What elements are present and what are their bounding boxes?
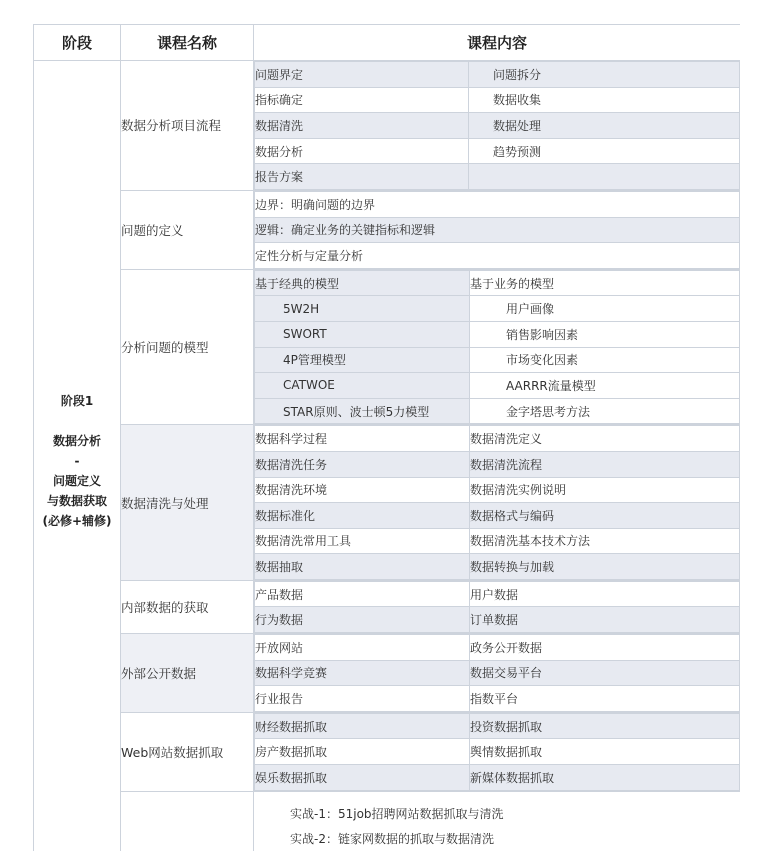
list-item: 问题界定 问题拆分 — [255, 62, 740, 88]
course-content — [254, 61, 741, 191]
practice-empty-cell — [121, 791, 254, 851]
course-name: 内部数据的获取 — [121, 580, 254, 633]
course-content — [254, 580, 741, 633]
course-content — [254, 269, 741, 425]
list-item: 产品数据 用户数据 — [255, 581, 740, 607]
list-item: 行业报告 指数平台 — [255, 686, 740, 712]
list-item: 指标确定 数据收集 — [255, 87, 740, 113]
course-content — [254, 190, 741, 269]
list-item: 财经数据抓取 投资数据抓取 — [255, 713, 740, 739]
section-row — [34, 634, 741, 713]
course-name: 数据分析项目流程 — [121, 61, 254, 191]
course-content — [254, 425, 741, 581]
practice-item: 实战-1：51job招聘网站数据抓取与清洗 — [290, 806, 504, 821]
header-stage: 阶段 — [34, 25, 121, 61]
course-name: Web网站数据抓取 — [121, 712, 254, 791]
list-item: CATWOE AARRR流量模型 — [255, 373, 740, 399]
stage-line: (必修+辅修) — [42, 514, 112, 529]
list-item: 数据清洗环境 数据清洗实例说明 — [255, 477, 740, 503]
section-row — [34, 712, 741, 791]
course-name: 分析问题的模型 — [121, 269, 254, 425]
practice-item: 实战-2：链家网数据的抓取与数据清洗 — [290, 831, 494, 846]
section-row — [34, 425, 741, 581]
curriculum-table-wrapper — [33, 24, 740, 851]
stage-line: 与数据获取 — [46, 494, 107, 509]
course-name: 数据清洗与处理 — [121, 425, 254, 581]
list-item: 边界：明确问题的边界 — [255, 191, 740, 217]
list-item: 数据清洗 数据处理 — [255, 113, 740, 139]
list-item: 数据清洗任务 数据清洗流程 — [255, 451, 740, 477]
stage-cell — [34, 61, 121, 851]
list-item: 报告方案 — [255, 164, 740, 190]
section-row — [34, 190, 741, 269]
curriculum-table — [33, 24, 740, 851]
list-item: 房产数据抓取 舆情数据抓取 — [255, 739, 740, 765]
list-item: 逻辑：确定业务的关键指标和逻辑 — [255, 217, 740, 243]
list-item: 定性分析与定量分析 — [255, 243, 740, 269]
list-item: 基于经典的模型 基于业务的模型 — [255, 270, 740, 296]
section-row — [34, 269, 741, 425]
course-name: 外部公开数据 — [121, 634, 254, 713]
course-content — [254, 634, 741, 713]
list-item: 数据抽取 数据转换与加载 — [255, 554, 740, 580]
list-item: 数据科学过程 数据清洗定义 — [255, 426, 740, 452]
list-item: STAR原则、波士顿5力模型 金字塔思考方法 — [255, 398, 740, 424]
list-item: 数据分析 趋势预测 — [255, 138, 740, 164]
list-item: 4P管理模型 市场变化因素 — [255, 347, 740, 373]
list-item: 行为数据 订单数据 — [255, 607, 740, 633]
list-item: 数据清洗常用工具 数据清洗基本技术方法 — [255, 528, 740, 554]
stage-line: 问题定义 — [52, 474, 101, 489]
course-name: 问题的定义 — [121, 190, 254, 269]
section-row — [34, 580, 741, 633]
stage-line: 数据分析 — [52, 434, 101, 449]
list-item: 5W2H 用户画像 — [255, 296, 740, 322]
practice-row — [34, 791, 741, 851]
header-course-name: 课程名称 — [121, 25, 254, 61]
stage-line: 阶段1 — [60, 394, 94, 409]
list-item: 娱乐数据抓取 新媒体数据抓取 — [255, 765, 740, 791]
practice-content — [254, 791, 741, 851]
list-item: SWORT 销售影响因素 — [255, 321, 740, 347]
list-item: 数据科学竞赛 数据交易平台 — [255, 660, 740, 686]
list-item: 数据标准化 数据格式与编码 — [255, 503, 740, 529]
header-course-content: 课程内容 — [254, 25, 741, 61]
stage-line: - — [74, 454, 80, 469]
section-row — [34, 61, 741, 191]
list-item: 开放网站 政务公开数据 — [255, 635, 740, 661]
course-content — [254, 712, 741, 791]
header-row — [34, 25, 741, 61]
